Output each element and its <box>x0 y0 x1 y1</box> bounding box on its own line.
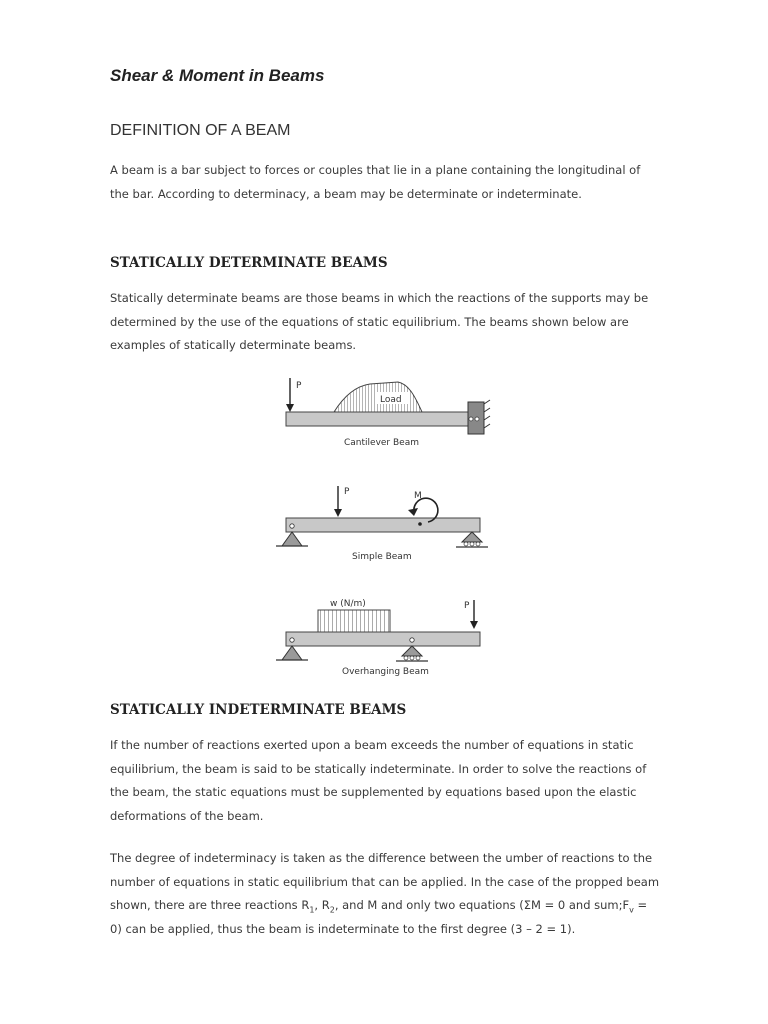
degree-text-4: = 0) can be applied, thus the beam is indeterminate to the first degree (3 – 2 = 1). <box>110 898 648 936</box>
r1-subscript: 1 <box>309 905 315 915</box>
pin-support-icon <box>282 646 302 660</box>
simple-load-label: P <box>344 487 350 497</box>
cantilever-beam-figure <box>278 372 502 452</box>
simple-beam <box>286 518 480 532</box>
degree-text-3: , and M and only two equations (ΣM = 0 and sum;F <box>334 898 630 912</box>
simple-beam-figure <box>268 482 494 564</box>
page-title: Shear & Moment in Beams <box>110 66 325 85</box>
pin-support-icon <box>282 532 302 546</box>
fv-subscript: v <box>629 905 634 915</box>
arrow-head-icon <box>286 404 294 412</box>
degree-paragraph <box>110 847 660 941</box>
overhanging-beam-figure <box>268 594 494 678</box>
overhanging-load-label: P <box>464 601 470 611</box>
determinate-heading: STATICALLY DETERMINATE BEAMS <box>110 255 388 271</box>
simple-moment-label: M <box>414 491 422 501</box>
cantilever-load-label: P <box>296 381 302 391</box>
degree-text-2: , R <box>314 898 330 912</box>
r2-subscript: 2 <box>329 905 335 915</box>
roller-support-icon <box>402 646 422 656</box>
indeterminate-heading: STATICALLY INDETERMINATE BEAMS <box>110 702 407 718</box>
overhanging-beam <box>286 632 480 646</box>
overhanging-caption: Overhanging Beam <box>342 667 429 677</box>
roller-support-icon <box>462 532 482 542</box>
cantilever-caption: Cantilever Beam <box>344 438 419 448</box>
definition-heading: DEFINITION OF A BEAM <box>110 122 291 139</box>
definition-paragraph: A beam is a bar subject to forces or couples that lie in a plane containing the longitudinal of the bar. According to determinacy, a beam may be determinate or indeterminate. <box>110 163 641 201</box>
degree-text-1: The degree of indeterminacy is taken as the difference between the umber of reactions to the number of equations in static equilibrium that can be applied. In the case of the propped beam shown, there are three reactions R <box>110 851 660 912</box>
cantilever-distributed-label: Load <box>380 395 402 405</box>
moment-arrow-icon <box>408 508 418 516</box>
arrow-head-icon <box>334 509 342 517</box>
cantilever-beam <box>286 412 468 426</box>
indeterminate-paragraph: If the number of reactions exerted upon a beam exceeds the number of equations in static equilibrium, the beam is said to be statically indeterminate. In order to solve the reactions of the beam, the static equations must be supplemented by equations based upon the elastic deformations of the beam. <box>110 738 647 823</box>
overhanging-distributed-label: w (N/m) <box>330 599 366 609</box>
arrow-head-icon <box>470 621 478 629</box>
simple-caption: Simple Beam <box>352 552 412 562</box>
uniform-load-block <box>318 610 390 632</box>
determinate-paragraph: Statically determinate beams are those beams in which the reactions of the supports may be determined by the use of the equations of static equilibrium. The beams shown below are examples of statically determinate beams. <box>110 291 649 352</box>
